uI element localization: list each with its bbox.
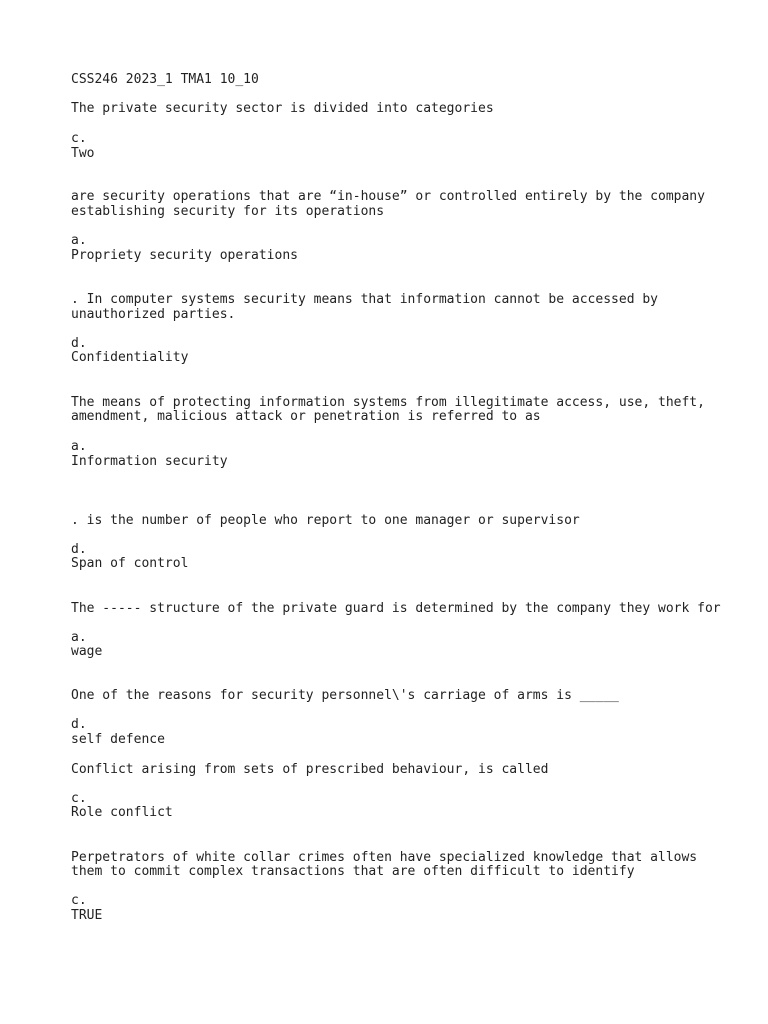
question-4-answer: Information security: [71, 454, 228, 469]
question-3-option: d.: [71, 336, 87, 351]
question-1-answer: Two: [71, 146, 95, 161]
question-1-option: c.: [71, 131, 87, 146]
question-5-option: d.: [71, 542, 87, 557]
question-6-answer: wage: [71, 644, 103, 659]
question-4-option: a.: [71, 439, 87, 454]
question-3-text-line-1: . In computer systems security means that information cannot be accessed by: [71, 292, 658, 307]
question-7-option: d.: [71, 717, 87, 732]
question-6-text: The ----- structure of the private guard is determined by the company they work for: [71, 601, 721, 616]
question-3-answer: Confidentiality: [71, 350, 189, 365]
question-6-option: a.: [71, 630, 87, 645]
question-5-text: . is the number of people who report to one manager or supervisor: [71, 513, 580, 528]
question-4-text-line-1: The means of protecting information systems from illegitimate access, use, theft,: [71, 395, 705, 410]
question-3-text-line-2: unauthorized parties.: [71, 307, 236, 322]
question-2-answer: Propriety security operations: [71, 248, 298, 263]
question-8-answer: Role conflict: [71, 805, 173, 820]
question-9-option: c.: [71, 893, 87, 908]
question-5-answer: Span of control: [71, 556, 189, 571]
question-7-answer: self defence: [71, 732, 165, 747]
question-8-text: Conflict arising from sets of prescribed behaviour, is called: [71, 762, 549, 777]
question-2-text-line-2: establishing security for its operations: [71, 204, 385, 219]
question-4-text-line-2: amendment, malicious attack or penetration is referred to as: [71, 409, 541, 424]
question-9-text-line-1: Perpetrators of white collar crimes often have specialized knowledge that allows: [71, 850, 698, 865]
question-1-text: The private security sector is divided into categories: [71, 101, 494, 116]
question-2-text-line-1: are security operations that are “in-house” or controlled entirely by the company: [71, 189, 705, 204]
question-9-answer: TRUE: [71, 908, 103, 923]
document-title: CSS246 2023_1 TMA1 10_10: [71, 72, 259, 87]
question-2-option: a.: [71, 233, 87, 248]
question-7-text: One of the reasons for security personnel\'s carriage of arms is _____: [71, 688, 619, 703]
question-9-text-line-2: them to commit complex transactions that are often difficult to identify: [71, 864, 635, 879]
question-8-option: c.: [71, 791, 87, 806]
